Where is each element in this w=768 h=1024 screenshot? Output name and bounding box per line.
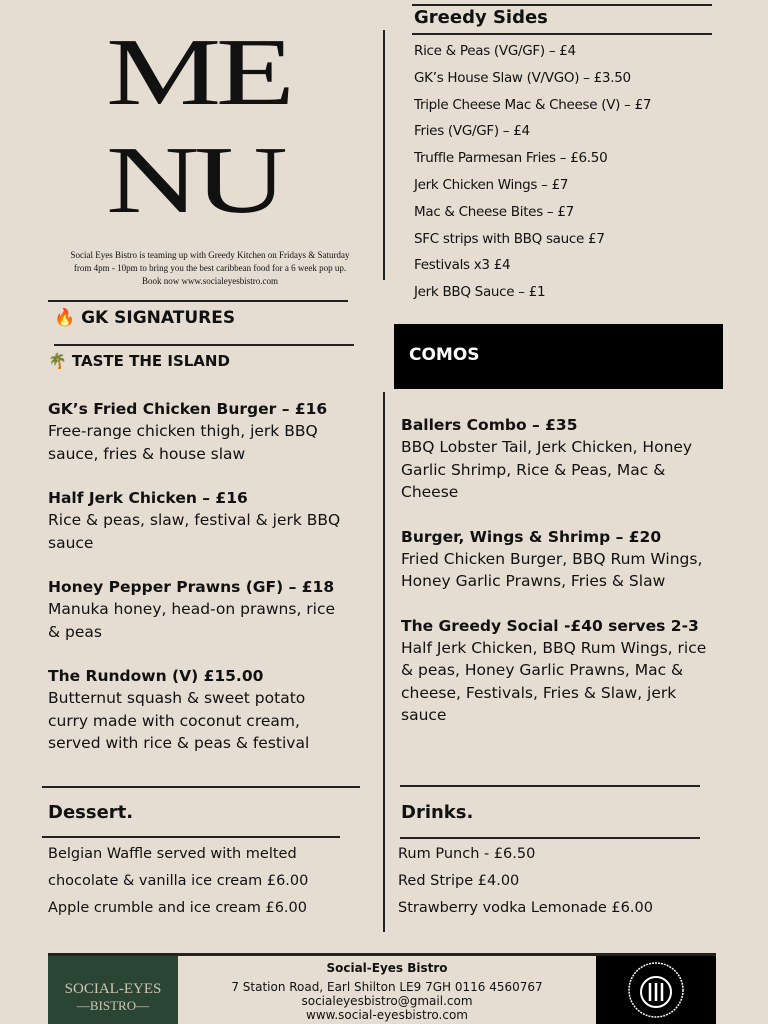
item-desc: Half Jerk Chicken, BBQ Rum Wings, rice & peas, Honey Garlic Prawns, Mac & cheese, Festivals, Fries & Slaw, jerk sauce	[401, 638, 707, 724]
intro-line: Social Eyes Bistro is teaming up with Greedy Kitchen on Fridays & Saturday	[70, 250, 350, 260]
side-item: Truffle Parmesan Fries – £6.50	[414, 150, 608, 167]
signatures-heading-text: GK SIGNATURES	[81, 308, 236, 328]
item-title: Burger, Wings & Shrimp – £20	[401, 527, 662, 546]
side-item: Festivals x3 £4	[414, 257, 511, 274]
drink-item: Rum Punch - £6.50	[398, 846, 536, 862]
menu-item	[48, 576, 348, 643]
dessert-item: Apple crumble and ice cream £6.00	[48, 900, 307, 916]
divider	[400, 837, 700, 839]
item-title: Honey Pepper Prawns (GF) – £18	[48, 578, 335, 596]
item-title: The Greedy Social -£40 serves 2-3	[401, 616, 699, 635]
combo-item	[401, 414, 723, 504]
divider	[400, 785, 700, 787]
combos-list	[401, 414, 723, 749]
dessert-heading: Dessert.	[48, 802, 134, 823]
dessert-item: chocolate & vanilla ice cream £6.00	[48, 873, 309, 889]
side-item: SFC strips with BBQ sauce £7	[414, 230, 605, 247]
combos-heading-bar	[394, 324, 723, 389]
intro-text	[40, 249, 380, 288]
drinks-list	[398, 841, 653, 922]
item-desc: Butternut squash & sweet potato curry made with coconut cream, served with rice & peas & festival	[48, 689, 310, 752]
drink-item: Red Stripe £4.00	[398, 873, 520, 889]
item-title: Half Jerk Chicken – £16	[48, 489, 248, 507]
signatures-heading	[54, 308, 235, 328]
divider	[54, 344, 354, 346]
menu-item	[48, 665, 348, 755]
footer-website[interactable]: www.social-eyesbistro.com	[306, 1008, 468, 1022]
item-title: GK’s Fried Chicken Burger – £16	[48, 400, 328, 418]
divider	[412, 33, 712, 35]
footer-email[interactable]: socialeyesbistro@gmail.com	[301, 994, 473, 1008]
combos-heading: COMOS	[409, 345, 480, 365]
menu-title-line1: ME	[106, 18, 290, 125]
footer	[48, 953, 716, 1024]
menu-item	[48, 398, 348, 465]
dessert-list	[48, 841, 308, 922]
item-desc: Manuka honey, head-on prawns, rice & peas	[48, 600, 336, 641]
sides-list	[414, 38, 651, 306]
item-title: Ballers Combo – £35	[401, 416, 578, 434]
menu-title-line2: NU	[106, 126, 283, 233]
divider	[42, 786, 360, 788]
footer-contact	[178, 956, 596, 1024]
drinks-heading: Drinks.	[401, 802, 474, 823]
item-desc: Rice & peas, slaw, festival & jerk BBQ sauce	[48, 511, 341, 552]
side-item: Triple Cheese Mac & Cheese (V) – £7	[414, 96, 652, 113]
divider	[48, 300, 348, 302]
item-desc: Free-range chicken thigh, jerk BBQ sauce, fries & house slaw	[48, 422, 318, 463]
divider	[412, 4, 712, 6]
subheading	[48, 352, 230, 370]
side-item: Jerk Chicken Wings – £7	[414, 176, 569, 193]
footer-address: 7 Station Road, Earl Shilton LE9 7GH 0116 4560767	[231, 980, 543, 994]
side-item: Rice & Peas (VG/GF) – £4	[414, 43, 576, 59]
side-item: GK’s House Slaw (V/VGO) – £3.50	[414, 69, 631, 86]
greedy-kitchen-logo	[596, 956, 716, 1024]
vertical-divider	[383, 30, 385, 280]
side-item: Mac & Cheese Bites – £7	[414, 203, 574, 220]
fire-icon: 🔥	[54, 308, 76, 328]
menu-item	[48, 487, 348, 554]
vertical-divider	[383, 392, 385, 932]
intro-line: from 4pm - 10pm to bring you the best caribbean food for a 6 week pop up.	[73, 263, 347, 273]
intro-line: Book now www.socialeyesbistro.com	[142, 276, 278, 286]
footer-name: Social-Eyes Bistro	[326, 961, 448, 975]
signatures-list	[48, 398, 348, 777]
side-item: Fries (VG/GF) – £4	[414, 123, 530, 140]
item-title: The Rundown (V) £15.00	[48, 667, 264, 685]
social-eyes-logo: SOCIAL-EYES —BISTRO—	[48, 956, 178, 1024]
combo-item	[401, 526, 723, 593]
drink-item: Strawberry vodka Lemonade £6.00	[398, 900, 653, 916]
dessert-item: Belgian Waffle served with melted	[48, 846, 297, 862]
divider	[42, 836, 340, 838]
subheading-text: TASTE THE ISLAND	[71, 352, 230, 370]
item-desc: BBQ Lobster Tail, Jerk Chicken, Honey Garlic Shrimp, Rice & Peas, Mac & Cheese	[401, 438, 693, 501]
sides-heading: Greedy Sides	[414, 7, 548, 28]
cutlery-icon	[626, 960, 686, 1020]
item-desc: Fried Chicken Burger, BBQ Rum Wings, Honey Garlic Prawns, Fries & Slaw	[401, 549, 703, 590]
side-item: Jerk BBQ Sauce – £1	[414, 284, 546, 301]
palm-tree-icon: 🌴	[48, 352, 67, 370]
combo-item	[401, 615, 723, 727]
